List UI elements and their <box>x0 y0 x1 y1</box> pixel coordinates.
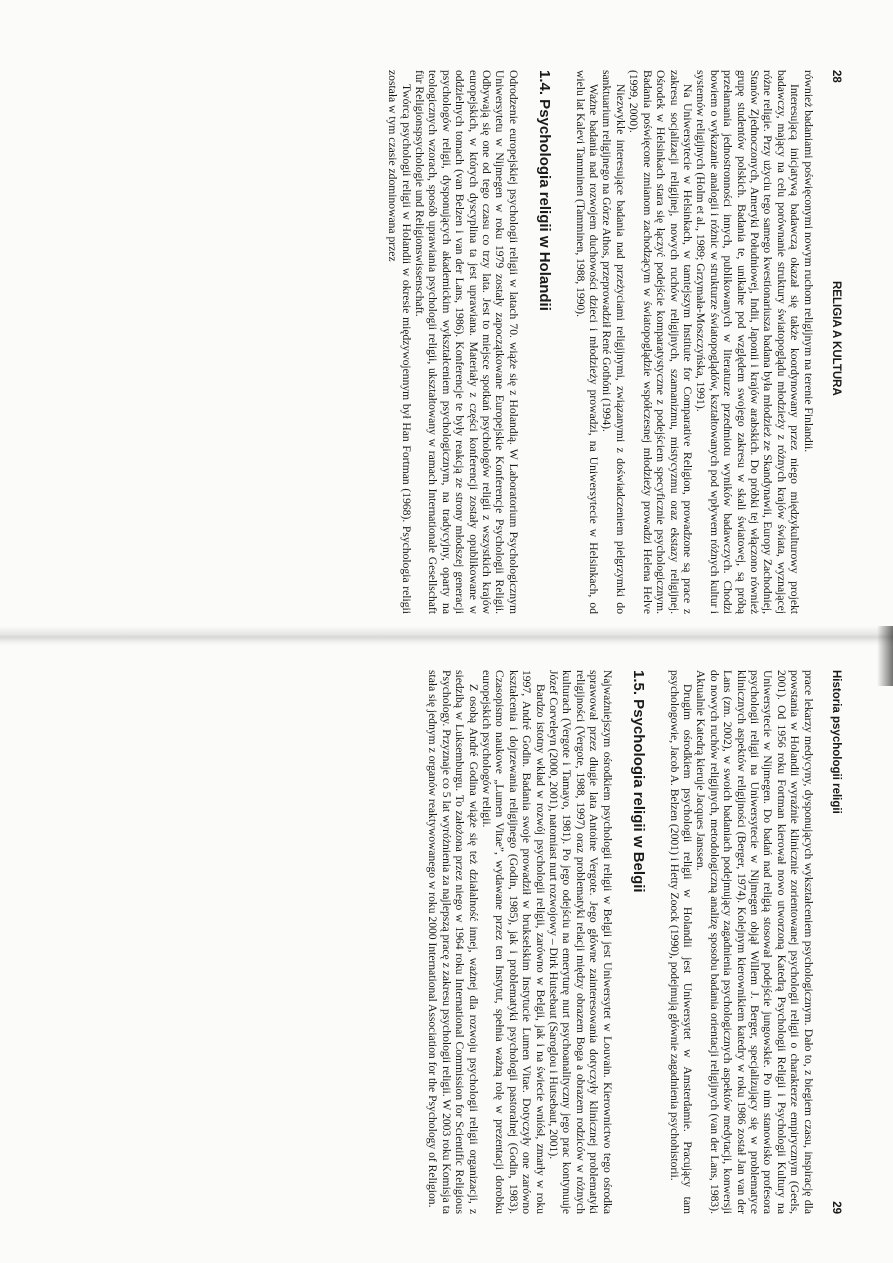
paragraph: również badaniami poświęconymi nowym ruchom religijnym na terenie Finlandii. <box>801 70 815 453</box>
book-fold <box>0 626 893 646</box>
body-text-left <box>386 62 815 622</box>
paragraph: Z osobą André Godina wiąże się też działalność innej, ważnej dla rozwoju psychologii religii organizacji, z siedzibą w Luksemburgu. To założona przez niego w 1964 roku International Commission for Scientific Religious Psychology. Przyznaje co 5 lat wyróżnienia za najlepszą pracę z zakresu psychologii religii. W 2003 roku Komisja ta stała się jednym z organów reaktywowanego w roku 2000 International Association for the Psychology of Religion. <box>426 670 480 1214</box>
section-heading-holland: 1.4. Psychologia religii w Holandii <box>536 70 554 311</box>
paragraph: Drugim ośrodkiem psychologii religii w Holandii jest Uniwersytet w Amsterdamie. Pracujący tam psychologowie, Jacob A. Belzen (2001) i Hetty Zoock (1990), podejmują głównie zagadnienia psychohistorii. <box>667 670 694 1214</box>
paragraph: Niezwykle interesujące badania nad przeżyciami religijnymi, związanymi z doświadczeniem pielgrzymki do sanktuarium religijnego na Górze Athos, przeprowadził René Gothóni (1994). <box>600 70 627 614</box>
section-heading-belgium: 1.5. Psychologia religii w Belgii <box>630 670 648 893</box>
paragraph: Ważne badania nad rozwojem duchowości dzieci i młodzieży prowadzi, na Uniwersytecie w Helsinkach, od wielu lat Kalevi Tamminen (Tamminen, 1988, 1990). <box>573 70 601 614</box>
paragraph: prace lekarzy medycyny, dysponujących wykształceniem psychologicznym. Dało to, z biegiem czasu, inspirację dla powstania w Holandii wyraźnie klinicznie zorientowanej psychologii religii o charakterze empirycznym (Geels, 2001). Od 1956 roku Fortman kierował nowo utworzoną Katedrą Psychologii Religii i Psychologii Kultury na Uniwersytecie w Nijmegen. Do badań nad religią stosował podejście jungowskie. Po nim stanowisko profesora psychologii religii na Uniwersytecie w Nijmegen objął Willem J. Berger, specjalizujący się w problematyce klinicznych aspektów religijności (Berger, 1974). Kolejnym kierownikiem katedry w roku 1986 został Jan van der Lans (zm. 2002), w swoich badaniach podejmujący zagadnienia psychologicznych aspektów medytacji, konwersji do nowych ruchów religijnych, metodologiczną analizę sposobu badania orientacji religijnych (van der Lans, 1983). Aktualnie Katedrą kieruje Jacques Janssen. <box>694 670 815 1214</box>
running-title-left: RELIGIA A KULTURA <box>830 281 842 396</box>
body-text-right <box>426 662 815 1222</box>
paragraph: Twórcą psychologii religii w Holandii w okresie międzywojennym był Han Fortman (1968). Psychologia religii została w tym czasie zdominowana przez <box>386 70 413 614</box>
page-29 <box>42 662 842 1222</box>
paragraph: Interesującą inicjatywą badawczą okazał się także koordynowany przez niego międzykulturowy projekt badawczy, mający na celu porównanie struktury światopoglądu młodzieży z różnych krajów świata, wyznającej różne religie. Przy użyciu tego samego kwestionariusza badana była młodzież ze Skandynawii, Europy Zachodniej, Stanów Zjednoczonych, Ameryki Południowej, Indii, Japonii i krajów arabskich. Do próbki tej włączono również grupę studentów polskich. Badania te, unikalne pod względem swojego zakresu w skali światowej, są próbą przełamania jednostronności innych, publikowanych w literaturze przedmiotu wyników badawczych. Chodzi bowiem o wykazanie analogii i różnic w strukturze światopoglądów, kształtowanych pod wpływem różnych kultur i systemów religijnych (Holm et al., 1989; Grzymała-Moszczyńska, 1991). <box>694 70 802 614</box>
page-number-left: 28 <box>830 70 842 83</box>
page-number-right: 29 <box>830 1201 842 1214</box>
running-title-right: Historia psychologii religii <box>830 670 842 814</box>
paragraph: Na Uniwersytecie w Helsinkach, w tamtejszym Institute for Comparative Religion, prowadzone są prace z zakresu socjalizacji religijnej, nowych ruchów religijnych, szamanizmu, mistycyzmu oraz ekstazy religijnej. Ośrodek w Helsinkach stara się łączyć podejście komparatystyczne z podejściem specyficznie psychologicznym. Badania poświęcone zmianom zachodzącym w światopoglądzie współczesnej młodzieży prowadzi Helena Helve (1999, 2000). <box>627 70 694 614</box>
page-28 <box>42 62 842 622</box>
running-head-left <box>829 70 842 614</box>
running-head-right <box>829 670 842 1214</box>
paragraph: Najważniejszym ośrodkiem psychologii religii w Belgii jest Uniwersytet w Louvain. Kierownictwo tego ośrodka sprawował przez długie lata Antoine Vergote. Jego główne zainteresowania dotyczyły klinicznej problematyki religijności (Vergote, 1988, 1997) oraz problematyki relacji między obrazem Boga a obrazem rodziców w różnych kulturach (Vergote i Tamayo, 1981). Po jego odejściu na emeryturę nurt psychoanalityczny jego prac kontynuuje Józef Corveleyn (2000, 2001), natomiast nurt rozwojowy – Dirk Hutsebaut (Saroglou i Hutsebaut, 2001). <box>547 670 614 1214</box>
page-edge-shadow <box>877 626 893 686</box>
paragraph: Odrodzenie europejskiej psychologii religii w latach 70. wiąże się z Holandią. W Laboratorium Psychologicznym Uniwersytetu w Nijmegen w roku 1979 zostały zapoczątkowane Europejskie Konferencje Psychologii Religii. Odbywają się one od tego czasu co trzy lata. Jest to miejsce spotkań psychologów religii z wszystkich krajów europejskich, w których dyscyplina ta jest uprawiana. Materiały z części konferencji zostały opublikowane w oddzielnych tomach (van Belzen i van der Lans, 1986). Konferencje te były reakcją ze strony młodszej generacji psychologów religii, dysponujących akademickim wykształceniem psychologicznym, na tradycyjny, oparty na teologicznych wzorach, sposób uprawiania psychologii religii, ukształtowany w ramach Internationale Gesellschaft für Religionspsychologie und Religionswissenschaft. <box>413 70 520 614</box>
paragraph: Bardzo istotny wkład w rozwój psychologii religii, zarówno w Belgii, jak i na świecie wniósł, zmarły w roku 1997, André Godin. Badania swoje prowadził w brukselskim Instytucie Lumen Vitae. Dotyczyły one zarówno kształcenia i dojrzewania religijnego (Godin, 1985), jak i problematyki psychologii pastoralnej (Godin, 1983). Czasopismo naukowe „Lumen Vitae”, wydawane przez ten Instytut, spełnia ważną rolę w prezentacji dorobku europejskich psychologów religii. <box>480 670 547 1214</box>
